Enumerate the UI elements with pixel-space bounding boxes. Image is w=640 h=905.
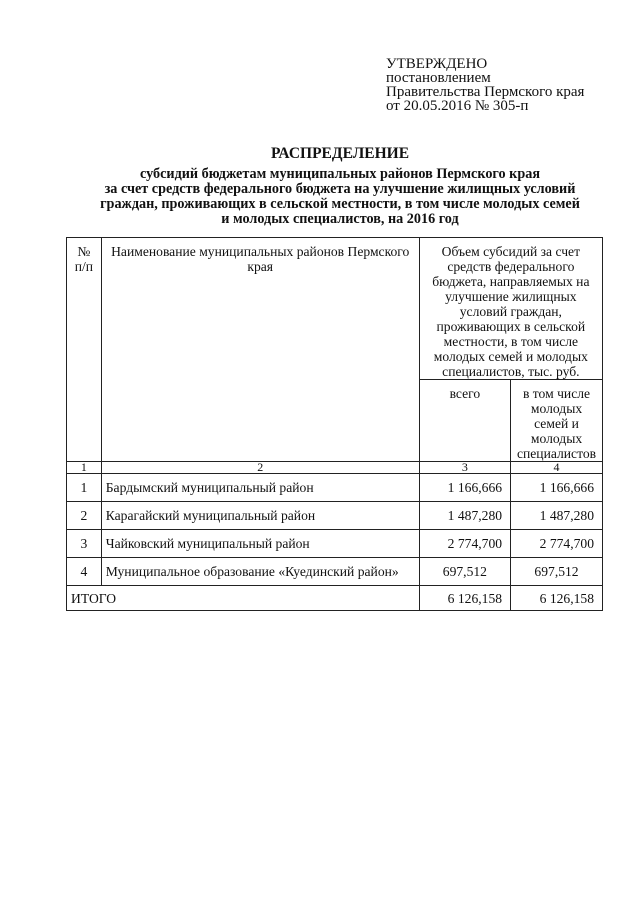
approval-line-3: от 20.05.2016 № 305-п: [386, 98, 529, 114]
header-volume: Объем субсидий за счет средств федерального бюджета, направляемых на улучшение жилищных условий граждан, проживающих в сельской местности, в том числе молодых семей и молодых специалистов, тыс. руб.: [419, 238, 602, 380]
table-row: [67, 558, 603, 586]
row-total: 1 166,666: [419, 474, 510, 502]
row-total: 2 774,700: [419, 530, 510, 558]
row-num: 2: [67, 502, 102, 530]
total-row: [67, 586, 603, 611]
colnum-3: 3: [419, 462, 510, 474]
row-young: 1 487,280: [511, 502, 603, 530]
subtitle-line-3: граждан, проживающих в сельской местности, в том числе молодых семей: [100, 196, 580, 212]
row-name: Муниципальное образование «Куединский район»: [101, 558, 419, 586]
subsidy-table: [66, 237, 603, 611]
row-name: Бардымский муниципальный район: [101, 474, 419, 502]
document-subtitle: [60, 167, 620, 227]
row-name: Чайковский муниципальный район: [101, 530, 419, 558]
subtitle-line-4: и молодых специалистов, на 2016 год: [221, 211, 459, 227]
row-young: 697,512: [511, 558, 603, 586]
approval-line-2: Правительства Пермского края: [386, 84, 585, 100]
table-row: [67, 474, 603, 502]
colnum-4: 4: [511, 462, 603, 474]
table-row: [67, 530, 603, 558]
approval-block: [386, 57, 626, 113]
document-title: РАСПРЕДЕЛЕНИЕ: [270, 145, 410, 162]
approval-line-1: постановлением: [386, 70, 491, 86]
colnum-2: 2: [101, 462, 419, 474]
column-number-row: [67, 462, 603, 474]
total-sum: 6 126,158: [419, 586, 510, 611]
row-num: 4: [67, 558, 102, 586]
table-row: [67, 502, 603, 530]
header-total: всего: [419, 380, 510, 462]
subtitle-line-2: за счет средств федерального бюджета на улучшение жилищных условий: [104, 181, 576, 197]
row-num: 1: [67, 474, 102, 502]
total-young: 6 126,158: [511, 586, 603, 611]
row-num: 3: [67, 530, 102, 558]
header-name: Наименование муниципальных районов Пермского края: [101, 238, 419, 462]
total-label: ИТОГО: [67, 586, 420, 611]
row-total: 697,512: [419, 558, 510, 586]
colnum-1: 1: [67, 462, 102, 474]
row-name: Карагайский муниципальный район: [101, 502, 419, 530]
row-young: 1 166,666: [511, 474, 603, 502]
row-total: 1 487,280: [419, 502, 510, 530]
header-num: № п/п: [67, 238, 102, 462]
header-young: в том числе молодых семей и молодых специалистов: [511, 380, 603, 462]
approval-stamp: УТВЕРЖДЕНО: [386, 56, 488, 72]
header-row: [67, 238, 603, 380]
row-young: 2 774,700: [511, 530, 603, 558]
subtitle-line-1: субсидий бюджетам муниципальных районов Пермского края: [140, 166, 540, 182]
